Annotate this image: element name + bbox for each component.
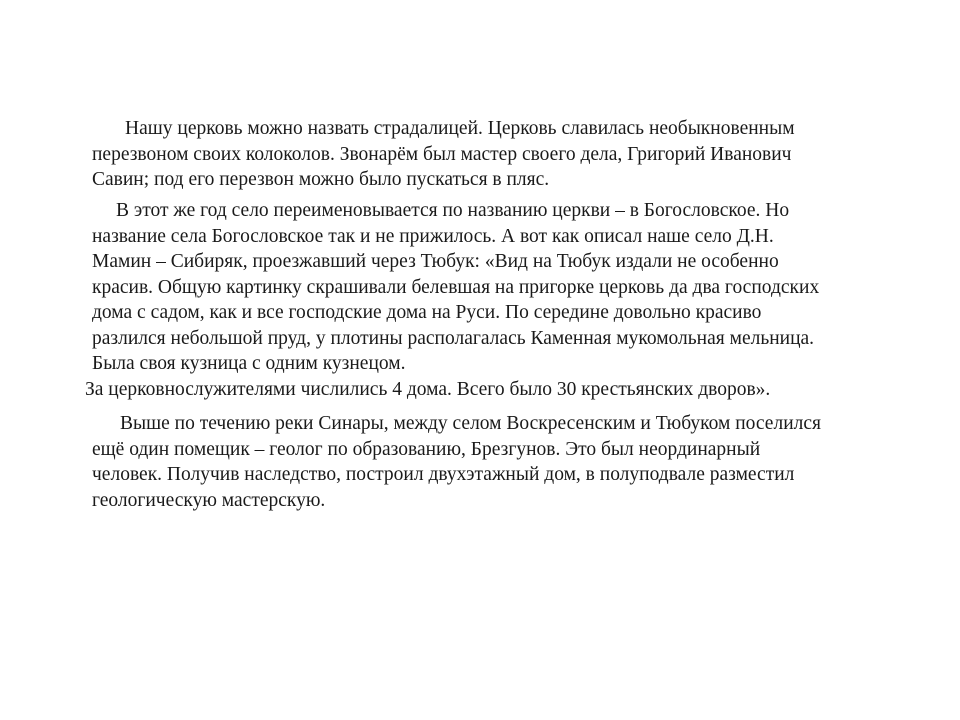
text-line: В этот же год село переименовывается по названию церкви – в Богословское. Но xyxy=(116,200,790,221)
text-line: За церковнослужителями числились 4 дома. Всего было 30 крестьянских дворов». xyxy=(85,379,771,400)
text-line: Нашу церковь можно назвать страдалицей. Церковь славилась необыкновенным xyxy=(125,118,795,139)
text-line: Выше по течению реки Синары, между селом Воскресенским и Тюбуком поселился xyxy=(120,413,821,434)
paragraph-church-bells xyxy=(92,116,795,193)
text-line: разлился небольшой пруд, у плотины располагалась Каменная мукомольная мельница. xyxy=(92,327,815,349)
text-line: красив. Общую картинку скрашивали белевшая на пригорке церковь да два господских xyxy=(92,276,820,298)
text-line: геологическую мастерскую. xyxy=(92,489,326,511)
text-line: Савин; под его перезвон можно было пускаться в пляс. xyxy=(92,169,550,190)
text-line: название села Богословское так и не прижилось. А вот как описал наше село Д.Н. xyxy=(92,225,774,247)
paragraph-clergy-houses xyxy=(85,377,770,403)
text-line: дома с садом, как и все господские дома на Руси. По середине довольно красиво xyxy=(92,302,762,323)
paragraph-landowner-geologist xyxy=(92,411,821,513)
text-line: Мамин – Сибиряк, проезжавший через Тюбук: «Вид на Тюбук издали не особенно xyxy=(92,251,779,272)
text-line: Была своя кузница с одним кузнецом. xyxy=(92,353,406,374)
text-line: человек. Получив наследство, построил двухэтажный дом, в полуподвале разместил xyxy=(92,464,795,485)
paragraph-village-renamed xyxy=(92,198,819,377)
text-line: ещё один помещик – геолог по образованию, Брезгунов. Это был неординарный xyxy=(92,438,761,460)
text-line: перезвоном своих колоколов. Звонарём был мастер своего дела, Григорий Иванович xyxy=(92,143,792,165)
